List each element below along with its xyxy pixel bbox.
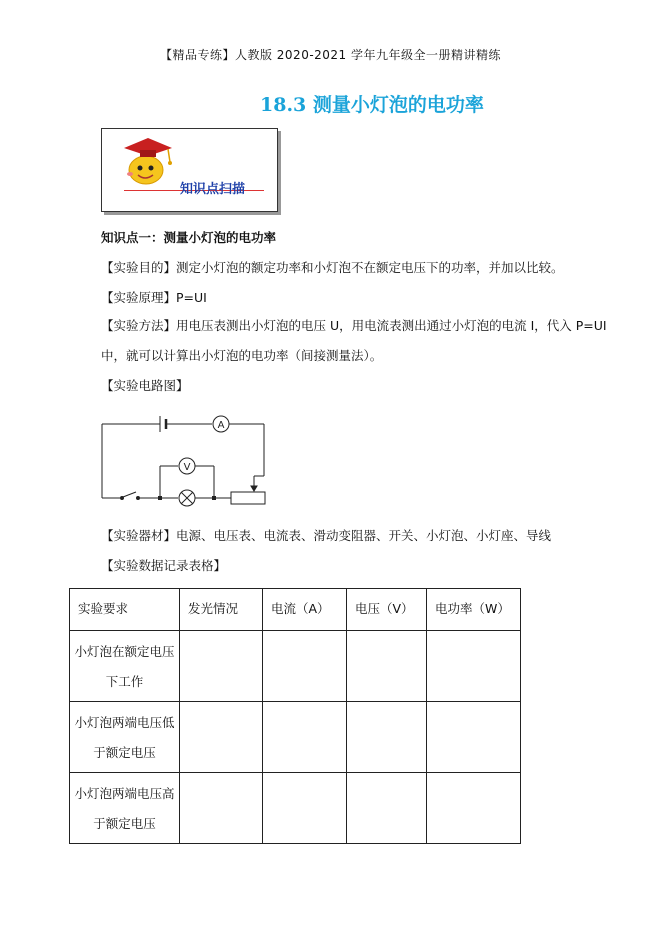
table-cell[interactable] (427, 773, 521, 844)
table-label: 【实验数据记录表格】 (101, 558, 227, 573)
table-cell[interactable] (263, 631, 347, 702)
experiment-equipment: 【实验器材】电源、电压表、电流表、滑动变阻器、开关、小灯泡、小灯座、导线 (101, 528, 552, 543)
row-condition-line1: 小灯泡两端电压低 (74, 715, 175, 730)
page-title: 18.3 测量小灯泡的电功率 (260, 94, 484, 116)
section-heading: 知识点一：测量小灯泡的电功率 (101, 230, 277, 245)
row-condition-line2: 下工作 (105, 674, 144, 689)
mascot-icon (118, 134, 178, 189)
experiment-method-line1: 【实验方法】用电压表测出小灯泡的电压 U，用电流表测出通过小灯泡的电流 I，代入 P=UI (101, 318, 607, 333)
experiment-purpose: 【实验目的】测定小灯泡的额定功率和小灯泡不在额定电压下的功率，并加以比较。 (101, 260, 564, 275)
junction-right (212, 496, 216, 500)
badge-label: 知识点扫描 (180, 182, 246, 197)
row-condition (70, 631, 180, 702)
experiment-method-line2: 中，就可以计算出小灯泡的电功率（间接测量法）。 (101, 348, 383, 363)
experiment-principle: 【实验原理】P=UI (101, 290, 207, 305)
junction-left (158, 496, 162, 500)
row-condition-line2: 于额定电压 (93, 745, 156, 760)
row-condition (70, 773, 180, 844)
switch-blade (123, 492, 136, 497)
table-header-cell: 实验要求 (70, 589, 180, 631)
circuit-label: 【实验电路图】 (101, 378, 189, 393)
table-cell[interactable] (180, 631, 263, 702)
data-table (69, 588, 521, 844)
table-cell[interactable] (347, 773, 427, 844)
rheostat-symbol (231, 492, 265, 504)
row-condition (70, 702, 180, 773)
table-cell[interactable] (263, 702, 347, 773)
table-header-cell: 电压（V） (347, 589, 427, 631)
page-header: 【精品专练】人教版 2020-2021 学年九年级全一册精讲精练 (159, 48, 502, 62)
table-cell[interactable] (347, 702, 427, 773)
row-condition-line1: 小灯泡两端电压高 (74, 786, 175, 801)
circuit-diagram (96, 408, 276, 508)
table-header-cell: 发光情况 (180, 589, 263, 631)
table-cell[interactable] (263, 773, 347, 844)
table-cell[interactable] (427, 631, 521, 702)
table-cell[interactable] (347, 631, 427, 702)
table-cell[interactable] (180, 773, 263, 844)
ammeter-letter: A (217, 420, 225, 431)
table-row (70, 702, 521, 773)
table-row (70, 631, 521, 702)
table-cell[interactable] (427, 702, 521, 773)
table-header-row (70, 589, 521, 631)
table-header-cell: 电流（A） (263, 589, 347, 631)
table-row (70, 773, 521, 844)
table-cell[interactable] (180, 702, 263, 773)
row-condition-line1: 小灯泡在额定电压 (74, 644, 175, 659)
table-header-cell: 电功率（W） (427, 589, 521, 631)
row-condition-line2: 于额定电压 (93, 816, 156, 831)
voltmeter-letter: V (183, 462, 191, 473)
